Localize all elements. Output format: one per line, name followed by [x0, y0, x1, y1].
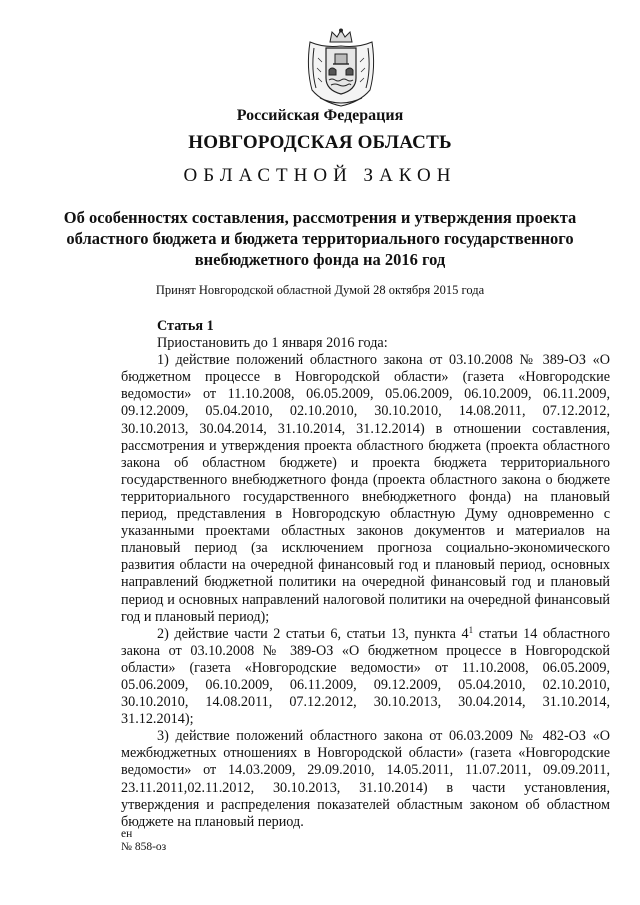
article-intro: Приостановить до 1 января 2016 года: — [157, 335, 388, 352]
law-title: Об особенностях составления, рассмотрения и утверждения проекта областного бюджета и бюджета территориального государственного внебюджетного фонда на 2016 год — [63, 208, 577, 269]
document-number: № 858-оз — [121, 841, 167, 853]
item-2-superscript: 1 — [468, 624, 474, 635]
item-2-text-end: статьи 14 областного закона от 03.10.2008 № 389-ОЗ «О бюджетном процессе в Новгородской области» (газета «Новгородские ведомости» от 11.10.2008, 06.05.2009, 05.06.2009, 06.10.2009, 06.11.2009, 09.12.2009, 05.04.2010, 02.10.2010, 30.10.2010, 14.08.2011, 07.12.2012, 30.10.2013, 30.04.2014, 31.10.2014, 31.12.2014); — [121, 625, 610, 728]
article-item-1: 1) действие положений областного закона от 03.10.2008 № 389-ОЗ «О бюджетном процессе в Новгородской области» (газета «Новгородские ведомости» от 11.10.2008, 06.05.2009, 05.06.2009, 06.10.2009, 06.11.2009, 09.12.2009, 05.04.2010, 02.10.2010, 30.10.2010, 14.08.2011, 07.12.2012, 30.10.2013, 30.04.2014, 31.10.2014, 31.12.2014) в отношении составления, рассмотрения и утверждения проекта областного бюджета (проекта областного закона об областном бюджете) и проекта бюджета территориального государственного внебюджетного фонда (проекта областного закона о бюджете территориального государственного внебюджетного фонда) на плановый период, представления в Новгородскую областную Думу одновременно с указанными проектами областных законов документов и материалов на плановый период (за исключением прогноза социально-экономического развития области на очередной финансовый год и плановый период, основных направлений бюджетной политики на очередной финансовый год и плановый период и основных направлений налоговой политики на очередной финансовый год и плановый период); — [121, 352, 610, 625]
law-body — [121, 318, 610, 831]
article-item-3: 3) действие положений областного закона от 06.03.2009 № 482-ОЗ «О межбюджетных отношениях в Новгородской области» (газета «Новгородские ведомости» от 14.03.2009, 29.09.2010, 14.05.2011, 11.07.2011, 09.09.2011, 23.11.2011,02.11.2012, 30.10.2013, 31.10.2014) в части установления, утверждения и распределения показателей областным законом об областном бюджете на плановый период. — [121, 728, 610, 830]
author-initials: ен — [121, 828, 133, 840]
item-2-text-start: 2) действие части 2 статьи 6, статьи 13, пункта 4 — [157, 625, 469, 642]
article-item-2 — [121, 626, 610, 729]
country-name: Российская Федерация — [236, 107, 404, 124]
region-name: НОВГОРОДСКАЯ ОБЛАСТЬ — [188, 132, 452, 153]
document-footer — [121, 828, 166, 854]
adoption-note: Принят Новгородской областной Думой 28 октября 2015 года — [155, 283, 485, 297]
article-heading: Статья 1 — [157, 318, 214, 334]
law-type: ОБЛАСТНОЙ ЗАКОН — [183, 165, 457, 186]
novgorod-coat-of-arms-icon — [302, 28, 380, 108]
